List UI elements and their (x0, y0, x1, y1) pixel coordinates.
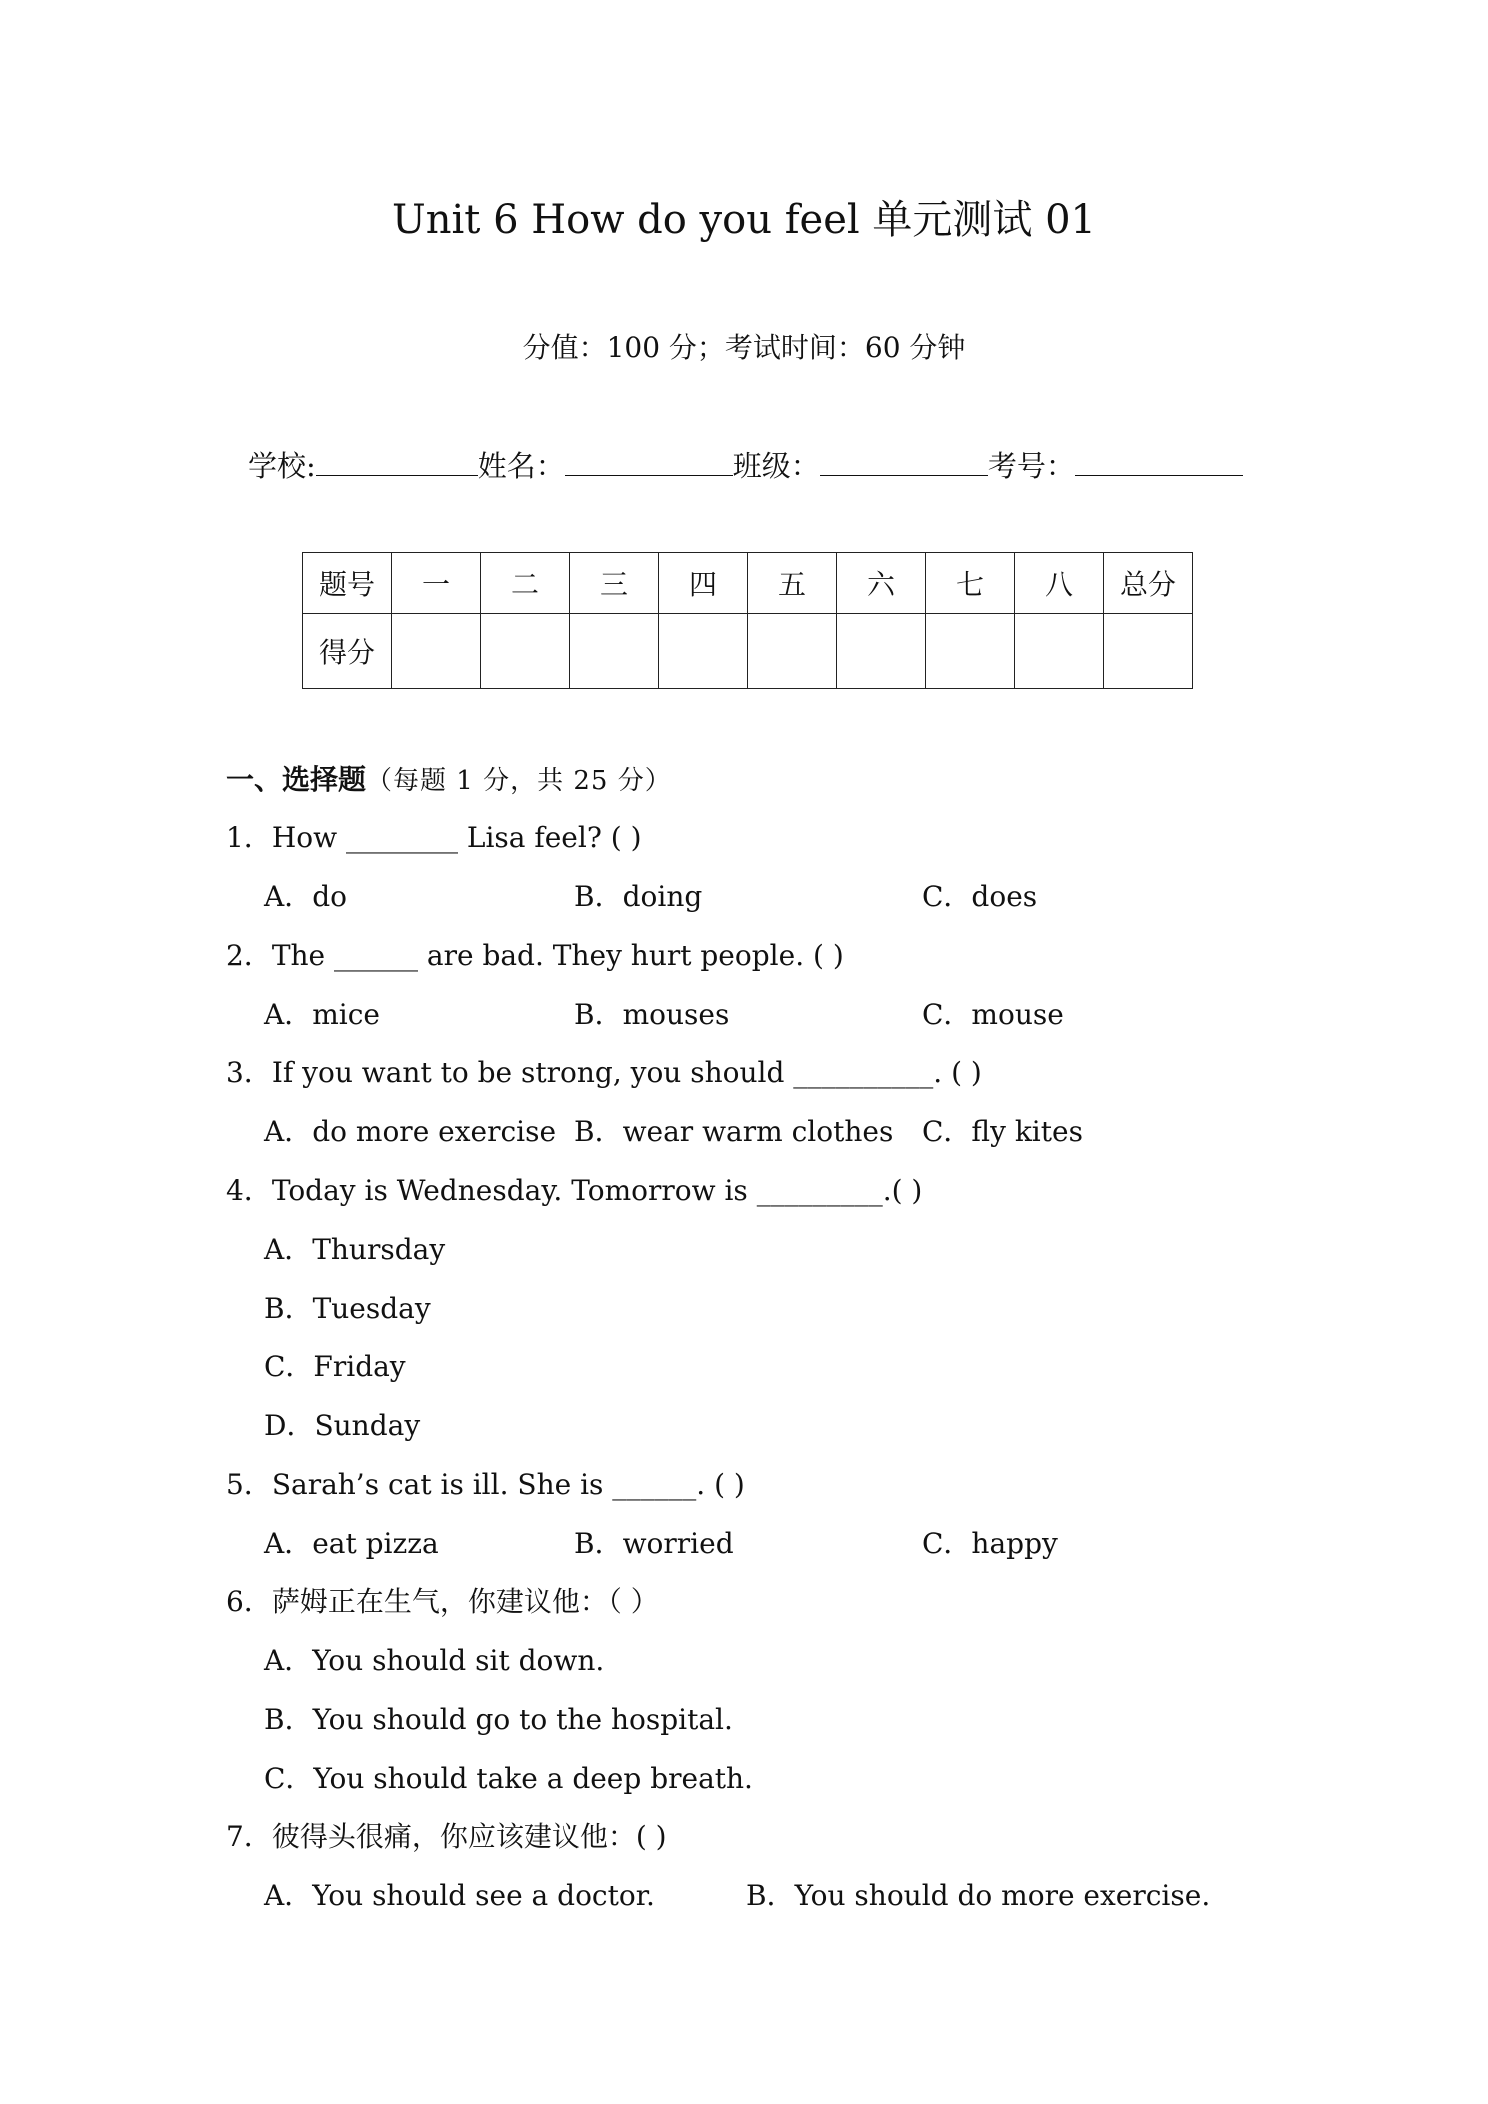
score-header-cell: 五 (748, 553, 837, 614)
score-cell[interactable] (1015, 614, 1104, 689)
score-header-cell: 四 (659, 553, 748, 614)
score-cell[interactable] (837, 614, 926, 689)
score-header-cell: 题号 (303, 553, 392, 614)
score-cell[interactable] (926, 614, 1015, 689)
score-cell[interactable] (1104, 614, 1193, 689)
score-header-cell: 三 (570, 553, 659, 614)
question-1-option-a[interactable]: A．do (264, 880, 348, 913)
exam-info: 分值：100 分；考试时间：60 分钟 (522, 331, 966, 364)
question-5-option-c[interactable]: C．happy (922, 1527, 1058, 1560)
score-header-cell: 八 (1015, 553, 1104, 614)
score-header-cell: 七 (926, 553, 1015, 614)
question-2-option-c[interactable]: C．mouse (922, 998, 1064, 1031)
score-header-cell: 二 (481, 553, 570, 614)
question-2-option-b[interactable]: B．mouses (574, 998, 730, 1031)
question-3-option-b[interactable]: B．wear warm clothes (574, 1115, 894, 1148)
score-table-header-row (303, 553, 1193, 614)
class-blank[interactable] (820, 447, 988, 476)
name-blank[interactable] (565, 447, 733, 476)
question-4-option-c[interactable]: C．Friday (264, 1350, 406, 1383)
question-5-option-a[interactable]: A．eat pizza (264, 1527, 439, 1560)
score-cell[interactable] (748, 614, 837, 689)
question-6-option-a[interactable]: A．You should sit down. (264, 1644, 605, 1677)
question-7-stem: 7．彼得头很痛，你应该建议他：( ) (226, 1820, 667, 1853)
score-cell[interactable] (481, 614, 570, 689)
question-3-stem: 3．If you want to be strong, you should __________. ( ) (226, 1056, 982, 1089)
score-row-label: 得分 (303, 614, 392, 689)
question-4-option-b[interactable]: B．Tuesday (264, 1292, 431, 1325)
question-4-stem: 4．Today is Wednesday. Tomorrow is _________.( ) (226, 1174, 923, 1207)
school-label: 学校: (248, 449, 316, 483)
question-2-stem: 2．The ______ are bad. They hurt people. ( ) (226, 939, 844, 972)
score-cell[interactable] (659, 614, 748, 689)
score-header-cell: 总分 (1104, 553, 1193, 614)
section-label: 一、选择题 (226, 763, 367, 796)
question-2-option-a[interactable]: A．mice (264, 998, 380, 1031)
question-7-option-a[interactable]: A．You should see a doctor. (264, 1879, 655, 1912)
exam-no-label: 考号： (987, 449, 1075, 483)
score-cell[interactable] (392, 614, 481, 689)
question-5-option-b[interactable]: B．worried (574, 1527, 734, 1560)
question-1-stem: 1．How ________ Lisa feel? ( ) (226, 821, 642, 854)
score-table (302, 552, 1193, 689)
name-label: 姓名： (477, 449, 565, 483)
question-3-option-a[interactable]: A．do more exercise (264, 1115, 557, 1148)
score-cell[interactable] (570, 614, 659, 689)
score-table-score-row (303, 614, 1193, 689)
question-1-option-b[interactable]: B．doing (574, 880, 703, 913)
student-info-line (248, 446, 1243, 486)
question-4-option-a[interactable]: A．Thursday (264, 1233, 446, 1266)
question-7-option-b[interactable]: B．You should do more exercise. (746, 1879, 1211, 1912)
question-5-stem: 5．Sarah’s cat is ill. She is ______. ( ) (226, 1468, 745, 1501)
page-title: Unit 6 How do you feel 单元测试 01 (392, 197, 1096, 243)
question-6-stem: 6．萨姆正在生气，你建议他：（ ） (226, 1585, 659, 1618)
question-3-option-c[interactable]: C．fly kites (922, 1115, 1083, 1148)
exam-no-blank[interactable] (1075, 447, 1243, 476)
score-header-cell: 一 (392, 553, 481, 614)
class-label: 班级： (732, 449, 820, 483)
school-blank[interactable] (316, 447, 478, 476)
question-6-option-b[interactable]: B．You should go to the hospital. (264, 1703, 733, 1736)
question-4-option-d[interactable]: D．Sunday (264, 1409, 421, 1442)
question-1-option-c[interactable]: C．does (922, 880, 1038, 913)
question-6-option-c[interactable]: C．You should take a deep breath. (264, 1762, 753, 1795)
section-note: （每题 1 分，共 25 分） (366, 766, 672, 796)
section-heading (226, 760, 672, 801)
score-header-cell: 六 (837, 553, 926, 614)
